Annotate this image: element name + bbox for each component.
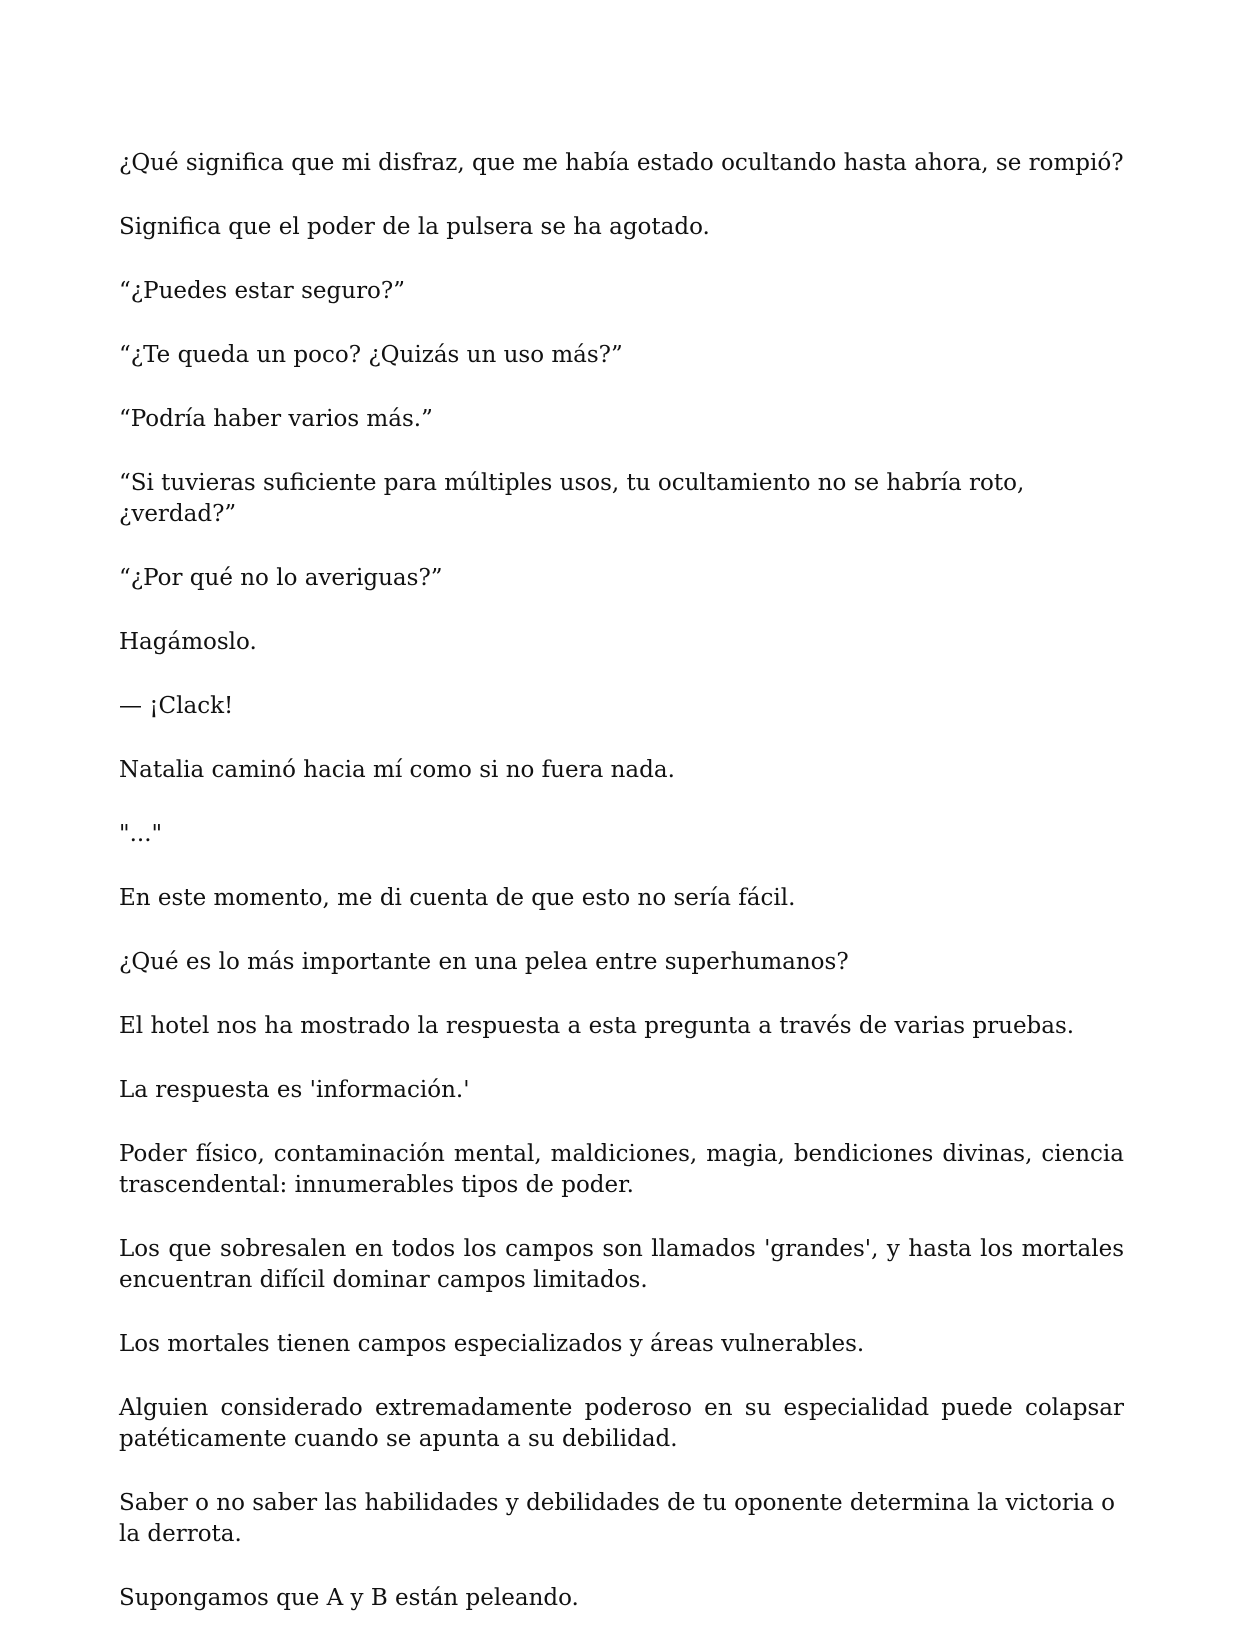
paragraph: En este momento, me di cuenta de que esto no sería fácil.: [119, 885, 796, 911]
paragraph: Los mortales tienen campos especializados y áreas vulnerables.: [119, 1331, 865, 1357]
paragraph: Poder físico, contaminación mental, maldiciones, magia, bendiciones divinas, ciencia trascendental: innumerables tipos de poder.: [119, 1141, 1124, 1198]
paragraph: La respuesta es 'información.': [119, 1077, 470, 1103]
paragraph: “¿Te queda un poco? ¿Quizás un uso más?”: [119, 342, 623, 368]
paragraph: “¿Por qué no lo averiguas?”: [119, 565, 443, 591]
paragraph: “Si tuvieras suficiente para múltiples usos, tu ocultamiento no se habría roto, ¿verdad?”: [119, 470, 1025, 527]
paragraph: Natalia caminó hacia mí como si no fuera nada.: [119, 757, 675, 783]
document-body: [119, 148, 1124, 1647]
paragraph: Supongamos que A y B están peleando.: [119, 1585, 579, 1611]
paragraph: ¿Qué es lo más importante en una pelea entre superhumanos?: [119, 949, 849, 975]
paragraph: Los que sobresalen en todos los campos son llamados 'grandes', y hasta los mortales encuentran difícil dominar campos limitados.: [119, 1236, 1124, 1293]
paragraph: Alguien considerado extremadamente poderoso en su especialidad puede colapsar patéticamente cuando se apunta a su debilidad.: [119, 1395, 1124, 1452]
paragraph: "...": [119, 821, 163, 847]
paragraph: “Podría haber varios más.”: [119, 406, 433, 432]
paragraph: Significa que el poder de la pulsera se ha agotado.: [119, 214, 710, 240]
paragraph: “¿Puedes estar seguro?”: [119, 278, 405, 304]
paragraph: — ¡Clack!: [119, 693, 234, 719]
paragraph: Saber o no saber las habilidades y debilidades de tu oponente determina la victoria o la derrota.: [119, 1490, 1116, 1547]
paragraph: El hotel nos ha mostrado la respuesta a esta pregunta a través de varias pruebas.: [119, 1013, 1075, 1039]
paragraph: ¿Qué significa que mi disfraz, que me había estado ocultando hasta ahora, se rompió?: [119, 150, 1124, 176]
paragraph: Hagámoslo.: [119, 629, 257, 655]
